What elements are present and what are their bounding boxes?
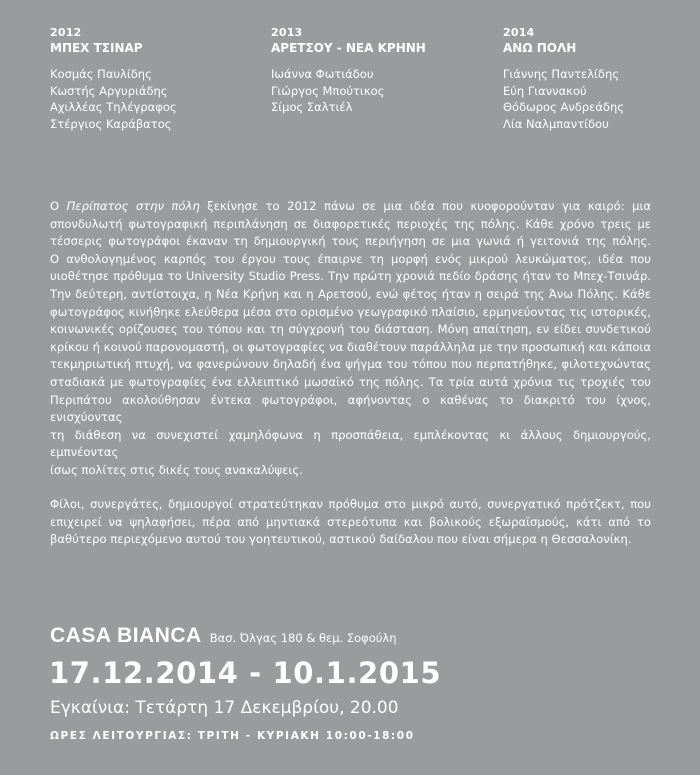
paragraph-line: υιοθέτησε πρόθυμα το University Studio Press. Την πρώτη χρονιά πεδίο δράσης ήταν το Μπεχ-Τσινάρ.	[50, 269, 651, 284]
paragraph-line: βαθύτερο περιεχόμενο αυτού του γοητευτικού, αστικού δαίδαλου που είναι σήμερα η Θεσσαλονίκη.	[50, 532, 632, 547]
paragraph-line: φωτογράφος κινήθηκε ελεύθερα μέσα στο ορισμένο γεωγραφικό πλαίσιο, ερμηνεύοντας τις ιστορικές,	[50, 304, 651, 319]
paragraph-line: σπονδυλωτή φωτογραφική περιπλάνηση σε διαφορετικές περιοχές της πόλης. Κάθε χρόνο τρεις με	[50, 216, 651, 231]
project-title: Περίπατος στην πόλη	[66, 199, 200, 213]
column-place: ΑΝΩ ΠΟΛΗ	[503, 41, 577, 55]
photographer-name: Λία Ναλμπαντίδου	[503, 116, 609, 131]
paragraph-line: τέσσερις φωτογράφοι έκαναν τη δημιουργική τους περιήγηση σε μια γωνιά ή γειτονιά της πόλης.	[50, 234, 651, 249]
photographer-name: Εύη Γιαννακού	[503, 83, 587, 98]
column-2012	[50, 26, 260, 132]
photographer-name: Αχιλλέας Τηλέγραφος	[50, 100, 177, 114]
paragraph-line: σταδιακά με φωτογραφίες ένα ελλειπτικό μωσαϊκό της πόλης. Τα τρία αυτά χρόνια τις τροχιές του	[50, 374, 651, 389]
photographer-name: Γιώργος Μπούτικος	[271, 83, 385, 98]
opening-info: Εγκαίνια: Τετάρτη 17 Δεκεμβρίου, 20.00	[50, 698, 399, 718]
photographer-name: Στέργιος Καράβατος	[50, 116, 172, 131]
column-year: 2012	[50, 26, 82, 39]
paragraph-line: Ο ανθολογημένος καρπός του έργου τους έπαιρνε τη μορφή ενός μικρού λευκώματος, ιδέα που	[50, 251, 651, 266]
column-2013	[271, 26, 481, 116]
venue-name: CASA BIANCA	[50, 624, 202, 647]
paragraph-line: τη διάθεση να συνεχιστεί χαμηλόφωνα η προσπάθεια, εμπλέκοντας κι άλλους δημιουργούς, εμπνέοντας	[50, 427, 651, 460]
exhibition-dates: 17.12.2014 - 10.1.2015	[49, 656, 442, 690]
intro-paragraph	[50, 198, 651, 480]
paragraph-line: Ο Περίπατος στην πόλη ξεκίνησε το 2012 πάνω σε μια ιδέα που κυοφορούνταν για καιρό: μια	[50, 199, 652, 213]
paragraph-line: τεκμηριωτική πτυχή, να φανερώνουν δηλαδή ένα ψήγμα του τόπου που περπατήθηκε, φιλοτεχνώντας	[50, 357, 651, 372]
column-2014	[503, 26, 700, 132]
photographer-name: Κοσμάς Παυλίδης	[50, 67, 152, 81]
paragraph-line: Την δεύτερη, αντίστοιχα, η Νέα Κρήνη και η Αρετσού, ενώ φέτος ήταν η σειρά της Άνω Πόλης. Κάθε	[50, 286, 651, 301]
second-paragraph	[50, 496, 651, 549]
column-year: 2013	[271, 26, 303, 39]
paragraph-line: κρίκου ή κοινού παρονομαστή, οι φωτογραφίες να διαθέτουν παράλληλα με την προσωπική και κάποια	[50, 339, 651, 354]
photographer-name: Σίμος Σαλτιέλ	[271, 100, 353, 114]
column-place: ΑΡΕΤΣΟΥ - ΝΕΑ ΚΡΗΝΗ	[271, 41, 426, 55]
paragraph-line: Περιπάτου ακολούθησαν έντεκα φωτογράφοι, αφήνοντας ο καθένας το διακριτό του ίχνος, ενισχύοντας	[50, 392, 651, 425]
photographer-name: Γιάννης Παντελίδης	[503, 67, 619, 81]
paragraph-line: ίσως πολίτες στις δικές τους ανακαλύψεις.	[50, 462, 303, 477]
venue	[50, 624, 397, 648]
column-place: ΜΠΕΧ ΤΣΙΝΑΡ	[50, 41, 143, 55]
column-year: 2014	[503, 26, 535, 39]
photographer-name: Κωστής Αργυριάδης	[50, 83, 168, 98]
paragraph-line: επιχειρεί να ψηλαφήσει, πέρα από μηντιακά στερεότυπα και βολικούς εξωραϊσμούς, κάτι από το	[50, 514, 651, 529]
paragraph-line: κοινωνικές ορίζουσες του τόπου και τη σύγχρονή του διάσταση. Μόνη απαίτηση, εν είδει συνδετικού	[50, 322, 651, 337]
opening-hours: ΩΡΕΣ ΛΕΙΤΟΥΡΓΙΑΣ: ΤΡΙΤΗ - ΚΥΡΙΑΚΗ 10:00-18:00	[50, 730, 415, 742]
photographer-name: Θόδωρος Ανδρεάδης	[503, 100, 624, 114]
paragraph-line: Φίλοι, συνεργάτες, δημιουργοί στρατεύτηκαν πρόθυμα στο μικρό αυτό, συνεργατικό πρότζεκτ, που	[50, 497, 651, 511]
photographer-name: Ιωάννα Φωτιάδου	[271, 67, 374, 81]
venue-address: Βασ. Όλγας 180 & θεμ. Σοφούλη	[209, 631, 397, 645]
